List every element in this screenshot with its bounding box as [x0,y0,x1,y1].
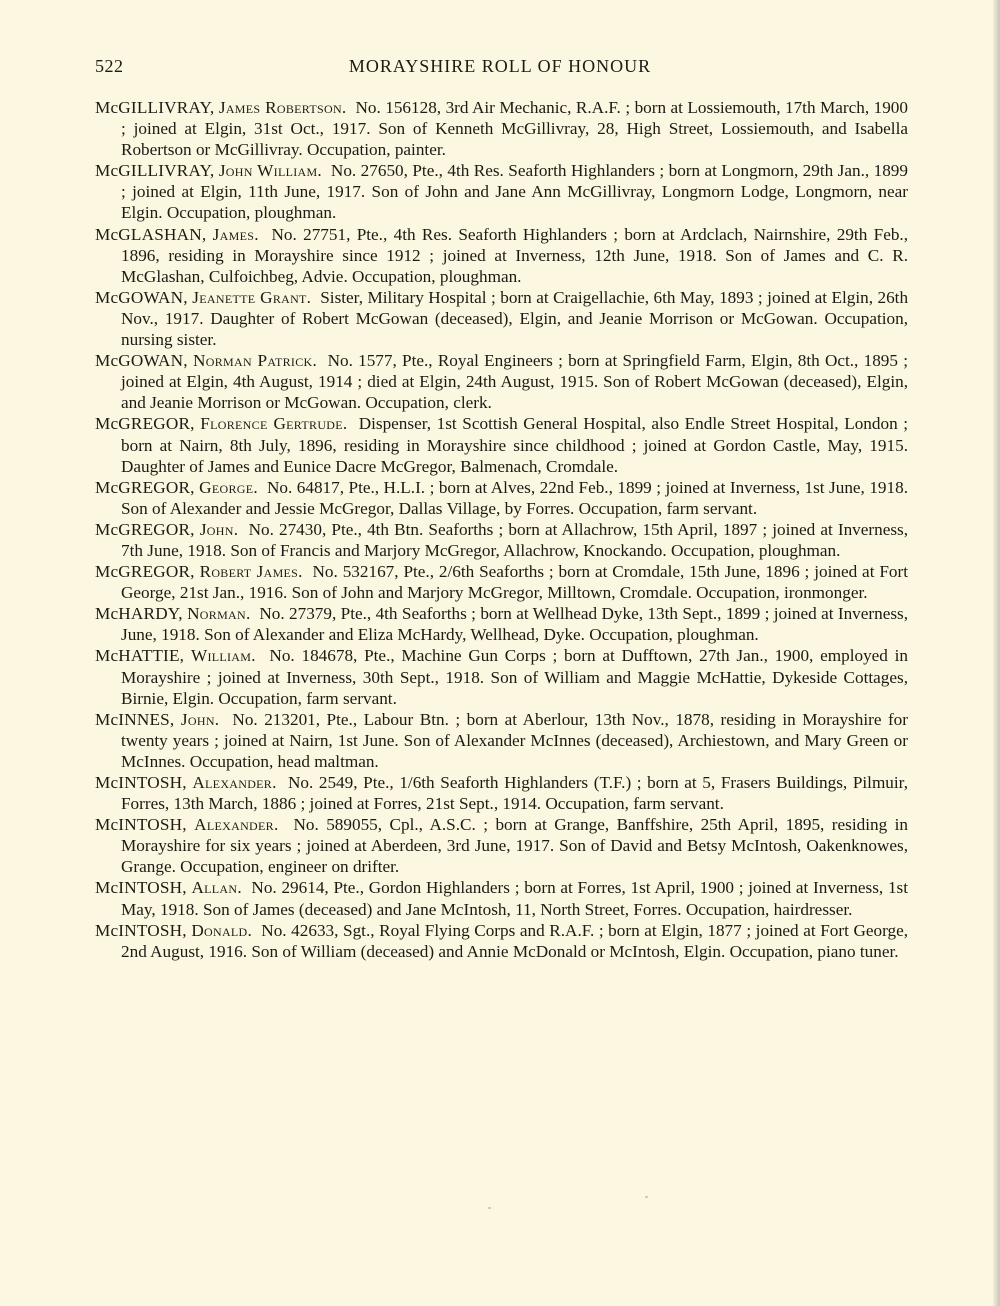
entry-details: No. 64817, Pte., H.L.I. ; born at Alves, 22nd Feb., 1899 ; joined at Inverness, 1st June, 1918. Son of Alexander and Jessie McGregor, Dallas Village, by Forres. Occupation, farm servant. [121,477,909,518]
entry-details: No. 156128, 3rd Air Mechanic, R.A.F. ; born at Lossiemouth, 17th March, 1900 ; joined at Elgin, 31st Oct., 1917. Son of Kenneth McGillivray, 28, High Street, Lossiemouth, and Isabella Robertson or McGillivray. Occupation, painter. [121,98,908,160]
entry-given-names: Norman Patrick. [193,351,318,371]
entry-surname: McGREGOR, [95,562,195,582]
roll-entry [95,160,908,223]
entry-surname: McINTOSH, [95,815,187,835]
entry-surname: McGOWAN, [95,351,188,371]
entry-given-names: Alexander. [192,773,277,792]
entry-details: Sister, Military Hospital ; born at Craigellachie, 6th May, 1893 ; joined at Elgin, 26th Nov., 1917. Daughter of Robert McGowan (deceased), Elgin, and Jeanie Morrison or McGowan. Occupation, nursing sister. [121,287,909,350]
page-header [95,56,905,80]
roll-entry [95,477,908,519]
entry-details: Dispenser, 1st Scottish General Hospital, also Endle Street Hospital, London ; born at Nairn, 8th July, 1896, residing in Morayshire since childhood ; joined at Gordon Castle, May, 1915. Daughter of James and Eunice Dacre McGregor, Balmenach, Cromdale. [121,414,909,476]
entry-given-names: Norman. [187,604,251,624]
entry-given-names: John William. [218,161,323,181]
entry-details: No. 29614, Pte., Gordon Highlanders ; born at Forres, 1st April, 1900 ; joined at Inverness, 1st May, 1918. Son of James (deceased) and Jane McIntosh, 11, North Street, Forres. Occupation, hairdresser. [121,878,908,919]
page-number: 522 [95,56,124,76]
roll-entry [95,519,908,561]
roll-entry [95,287,908,350]
entry-surname: McGILLIVRAY, [95,161,215,181]
entry-details: No. 27379, Pte., 4th Seaforths ; born at Wellhead Dyke, 13th Sept., 1899 ; joined at Inverness, June, 1918. Son of Alexander and Eliza McHardy, Wellhead, Dyke. Occupation, ploughman. [121,604,909,645]
entry-surname: McINTOSH, [95,878,187,898]
entry-given-names: John. [180,709,220,729]
entry-surname: McINTOSH, [95,773,187,792]
roll-entry [95,413,908,476]
entry-details: No. 27751, Pte., 4th Res. Seaforth Highlanders ; born at Ardclach, Nairnshire, 29th Feb., 1896, residing in Morayshire since 1912 ; joined at Inverness, 12th June, 1918. Son of James and C. R. McGlashan, Culfoichbeg, Advie. Occupation, ploughman. [121,224,909,286]
entry-given-names: Jeanette Grant. [192,287,312,307]
entry-surname: McGLASHAN, [95,224,207,244]
entry-details: No. 213201, Pte., Labour Btn. ; born at Aberlour, 13th Nov., 1878, residing in Morayshire for twenty years ; joined at Nairn, 1st June. Son of Alexander McInnes (deceased), Archiestown, and Mary Green or McInnes. Occupation, head maltman. [121,709,909,771]
entry-surname: McINNES, [95,709,175,729]
entry-surname: McINTOSH, [95,920,187,940]
entry-details: No. 589055, Cpl., A.S.C. ; born at Grange, Banffshire, 25th April, 1895, residing in Morayshire for six years ; joined at Aberdeen, 3rd June, 1917. Son of David and Betsy McIntosh, Oakenknowes, Grange. Occupation, engineer on drifter. [121,815,908,877]
entry-surname: McHATTIE, [95,646,185,666]
roll-entry [95,97,908,160]
entry-given-names: Florence Gertrude. [200,414,348,434]
entry-given-names: John. [199,519,239,539]
entry-details: No. 27430, Pte., 4th Btn. Seaforths ; born at Allachrow, 15th April, 1897 ; joined at Inverness, 7th June, 1918. Son of Francis and Marjory McGregor, Allachrow, Knockando. Occupation, ploughman. [121,519,909,560]
roll-entry [95,645,908,708]
roll-entry [95,709,908,772]
entry-details: No. 1577, Pte., Royal Engineers ; born at Springfield Farm, Elgin, 8th Oct., 1895 ; joined at Elgin, 4th August, 1914 ; died at Elgin, 24th August, 1915. Son of Robert McGowan (deceased), Elgin, and Jeanie Morrison or McGowan. Occupation, clerk. [121,351,909,413]
entry-details: No. 2549, Pte., 1/6th Seaforth Highlanders (T.F.) ; born at 5, Frasers Buildings, Pilmuir, Forres, 13th March, 1886 ; joined at Forres, 21st Sept., 1914. Occupation, farm servant. [121,773,909,814]
entry-surname: McHARDY, [95,604,183,624]
roll-of-honour-entries [95,97,908,962]
paper-speck [645,1196,648,1198]
entry-surname: McGREGOR, [95,414,195,434]
entry-given-names: William. [190,646,256,666]
entry-details: No. 27650, Pte., 4th Res. Seaforth Highlanders ; born at Longmorn, 29th Jan., 1899 ; joined at Elgin, 11th June, 1917. Son of John and Jane Ann McGillivray, Longmorn Lodge, Longmorn, near Elgin. Occupation, ploughman. [121,161,908,223]
paper-speck [488,1207,491,1209]
entry-details: No. 184678, Pte., Machine Gun Corps ; born at Dufftown, 27th Jan., 1900, employed in Morayshire ; joined at Inverness, 30th Sept., 1918. Son of William and Maggie McHattie, Dykeside Cottages, Birnie, Elgin. Occupation, farm servant. [121,646,909,708]
page-edge [993,0,1000,1306]
entry-given-names: James. [212,224,259,244]
entry-given-names: Robert James. [199,562,303,582]
roll-entry [95,350,908,413]
roll-entry [95,603,908,645]
entry-given-names: James Robertson. [218,98,347,117]
roll-entry [95,561,908,603]
roll-entry [95,814,908,877]
entry-given-names: Alexander. [194,815,279,835]
entry-given-names: George. [199,477,258,497]
roll-entry [95,920,908,962]
entry-surname: McGREGOR, [95,519,195,539]
roll-entry [95,772,908,814]
entry-surname: McGOWAN, [95,287,188,307]
entry-given-names: Allan. [191,878,242,898]
entry-surname: McGREGOR, [95,477,195,497]
entry-given-names: Donald. [191,920,253,940]
entry-details: No. 42633, Sgt., Royal Flying Corps and R.A.F. ; born at Elgin, 1877 ; joined at Fort George, 2nd August, 1916. Son of William (deceased) and Annie McDonald or McIntosh, Elgin. Occupation, piano tuner. [121,920,909,961]
running-title: MORAYSHIRE ROLL OF HONOUR [348,56,652,76]
entry-surname: McGILLIVRAY, [95,98,215,117]
roll-entry [95,224,908,287]
roll-entry [95,877,908,919]
entry-details: No. 532167, Pte., 2/6th Seaforths ; born at Cromdale, 15th June, 1896 ; joined at Fort George, 21st Jan., 1916. Son of John and Marjory McGregor, Milltown, Cromdale. Occupation, ironmonger. [121,562,908,603]
